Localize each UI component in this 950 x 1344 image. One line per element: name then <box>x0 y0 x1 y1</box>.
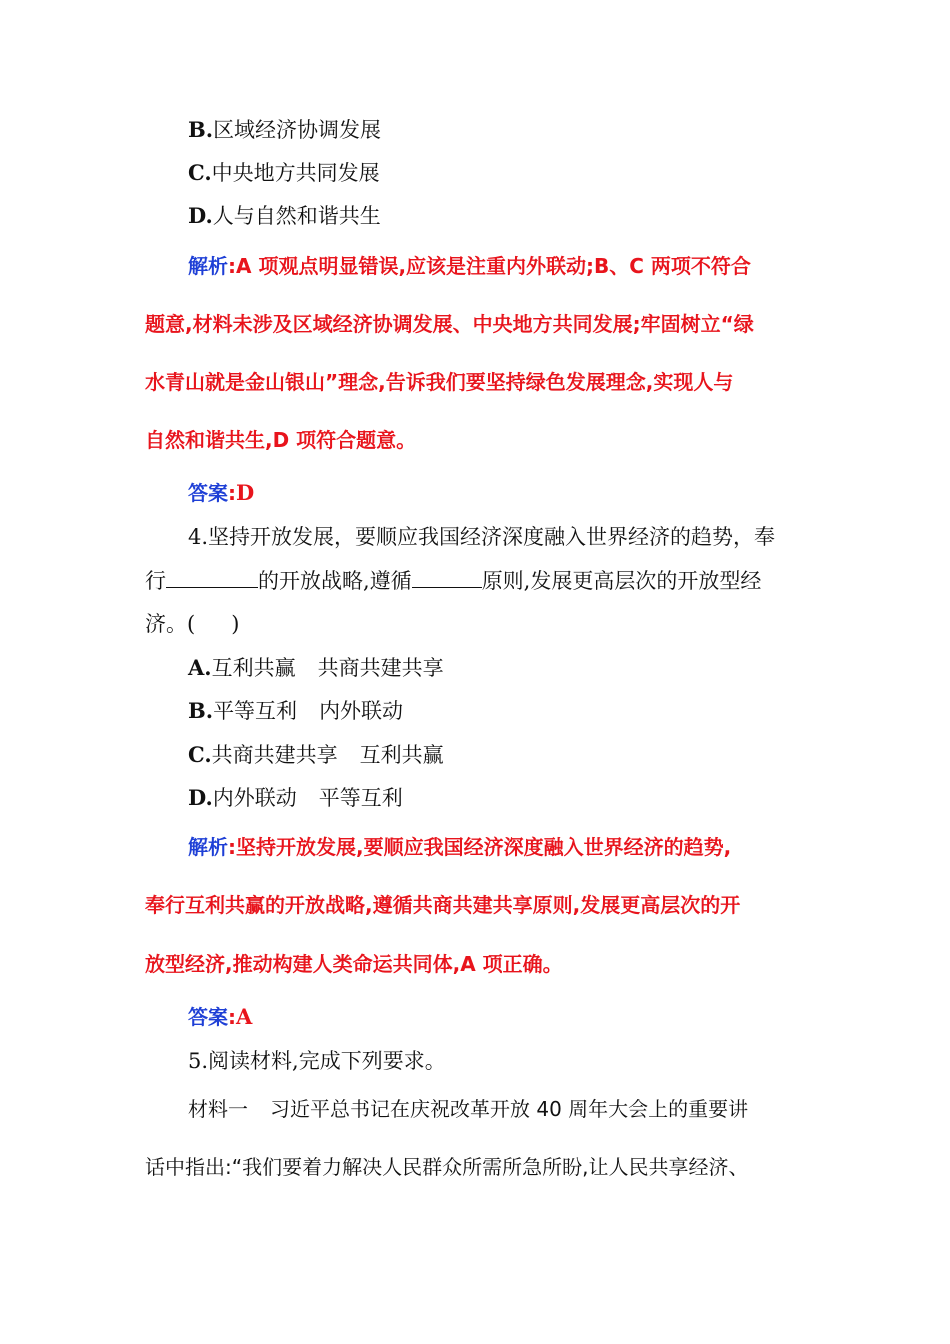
material-label: 材料一 <box>188 1097 248 1121</box>
answer-value: A <box>236 1004 253 1029</box>
stem-text: 行 <box>145 569 166 593</box>
option-first: 平等互利 <box>213 699 298 723</box>
option-text: 中央地方共同发展 <box>211 161 380 185</box>
stem-text: 济。( <box>145 612 196 636</box>
answer-sep: : <box>228 1005 236 1029</box>
q4-analysis-line-2: 奉行互利共赢的开放战略,遵循共商共建共享原则,发展更高层次的开 <box>145 893 741 917</box>
option-second: 平等互利 <box>318 786 403 810</box>
q4-option-d <box>188 783 808 813</box>
q4-option-c <box>188 740 808 770</box>
analysis-text: 坚持开放发展,要顺应我国经济深度融入世界经济的趋势, <box>236 835 732 859</box>
option-letter: D. <box>188 785 213 810</box>
q3-analysis-line-4: 自然和谐共生,D 项符合题意。 <box>145 428 417 452</box>
material-text: 习近平总书记在庆祝改革开放 40 周年大会上的重要讲 <box>270 1097 749 1121</box>
answer-label: 答案 <box>188 1005 228 1029</box>
q3-answer <box>188 478 808 508</box>
option-text: 区域经济协调发展 <box>213 118 382 142</box>
option-letter: D. <box>188 203 213 228</box>
q4-answer <box>188 1002 808 1032</box>
stem-text: 原则,发展更高层次的开放型经 <box>481 569 762 593</box>
q5-stem: 5.阅读材料,完成下列要求。 <box>188 1049 446 1073</box>
analysis-sep: : <box>228 835 236 859</box>
option-second: 共商共建共享 <box>317 656 444 680</box>
q4-stem-line-2 <box>145 566 807 596</box>
option-letter: A. <box>188 655 212 680</box>
q4-analysis-line-3: 放型经济,推动构建人类命运共同体,A 项正确。 <box>145 952 563 976</box>
q4-stem-line-1: 4.坚持开放发展，要顺应我国经济深度融入世界经济的趋势，奉 <box>188 525 776 549</box>
q4-stem-line-3 <box>145 609 807 639</box>
answer-blank-1 <box>166 569 258 588</box>
q3-analysis-line-1 <box>188 251 808 281</box>
stem-text: 的开放战略,遵循 <box>258 569 412 593</box>
analysis-label: 解析 <box>188 835 228 859</box>
analysis-text: A 项观点明显错误,应该是注重内外联动;B、C 两项不符合 <box>236 254 751 278</box>
answer-label: 答案 <box>188 481 228 505</box>
answer-value: D <box>236 480 255 505</box>
option-second: 内外联动 <box>319 699 404 723</box>
option-second: 互利共赢 <box>359 743 444 767</box>
option-letter: B. <box>188 117 214 142</box>
analysis-label: 解析 <box>188 254 228 278</box>
answer-blank-2 <box>412 569 482 588</box>
answer-sep: : <box>228 481 236 505</box>
option-first: 互利共赢 <box>211 656 296 680</box>
stem-text: ) <box>231 612 240 636</box>
q4-option-b <box>188 696 808 726</box>
option-letter: B. <box>188 698 214 723</box>
q3-option-d <box>188 201 808 231</box>
q3-option-b <box>188 115 808 145</box>
q4-option-a <box>188 653 808 683</box>
q3-analysis-line-3: 水青山就是金山银山”理念,告诉我们要坚持绿色发展理念,实现人与 <box>145 370 734 394</box>
option-text: 人与自然和谐共生 <box>212 204 381 228</box>
q5-material-line-2: 话中指出:“我们要着力解决人民群众所需所急所盼,让人民共享经济、 <box>145 1155 749 1179</box>
option-first: 共商共建共享 <box>211 743 338 767</box>
q4-analysis-line-1 <box>188 832 808 862</box>
option-first: 内外联动 <box>212 786 297 810</box>
q3-analysis-line-2: 题意,材料未涉及区域经济协调发展、中央地方共同发展;牢固树立“绿 <box>145 312 754 336</box>
q5-material-line-1 <box>188 1094 808 1124</box>
q3-option-c <box>188 158 808 188</box>
option-letter: C. <box>188 742 212 767</box>
option-letter: C. <box>188 160 212 185</box>
analysis-sep: : <box>228 254 236 278</box>
